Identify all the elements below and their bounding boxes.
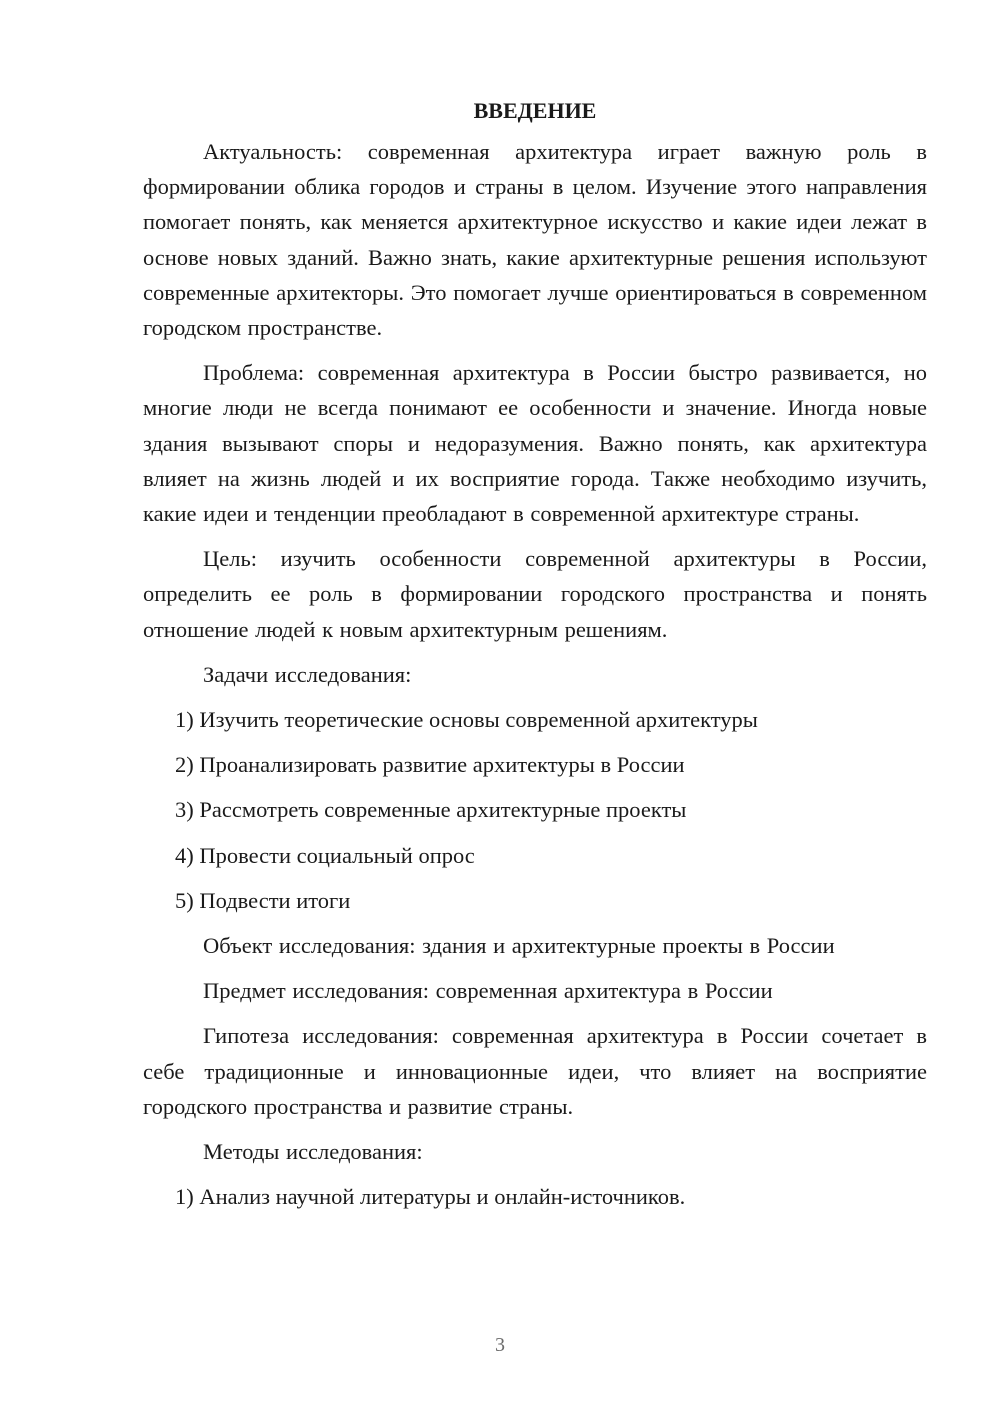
goal-paragraph: Цель: изучить особенности современной архитектуры в России, определить ее роль в формировании городского пространства и понять отношение людей к новым архитектурным решениям. xyxy=(143,546,927,642)
hypothesis-paragraph: Гипотеза исследования: современная архитектура в России сочетает в себе традиционные и инновационные идеи, что влияет на восприятие городского пространства и развитие страны. xyxy=(143,1023,927,1119)
methods-list xyxy=(143,1179,927,1214)
list-item: 5) Подвести итоги xyxy=(175,887,351,913)
list-item: 4) Провести социальный опрос xyxy=(175,842,475,868)
page-number: 3 xyxy=(495,1334,505,1356)
methods-title: Методы исследования: xyxy=(203,1139,423,1165)
section-heading: ВВЕДЕНИЕ xyxy=(473,98,597,123)
document-page xyxy=(143,93,927,1224)
list-item: 1) Анализ научной литературы и онлайн-источников. xyxy=(175,1184,686,1210)
list-item: 3) Рассмотреть современные архитектурные проекты xyxy=(175,797,687,823)
relevance-paragraph: Актуальность: современная архитектура играет важную роль в формировании облика городов и страны в целом. Изучение этого направления помогает понять, как меняется архитектурное искусство и какие идеи лежат в основе новых зданий. Важно знать, какие архитектурные решения используют современные архитекторы. Это помогает лучше ориентироваться в современном городском пространстве. xyxy=(143,139,927,341)
problem-paragraph: Проблема: современная архитектура в России быстро развивается, но многие люди не всегда понимают ее особенности и значение. Иногда новые здания вызывают споры и недоразумения. Важно понять, как архитектура влияет на жизнь людей и их восприятие города. Также необходимо изучить, какие идеи и тенденции преобладают в современной архитектуре страны. xyxy=(143,360,927,527)
object-paragraph: Объект исследования: здания и архитектурные проекты в России xyxy=(203,933,835,959)
tasks-list xyxy=(143,702,927,918)
list-item: 2) Проанализировать развитие архитектуры в России xyxy=(175,752,685,778)
subject-paragraph: Предмет исследования: современная архитектура в России xyxy=(203,978,773,1004)
list-item: 1) Изучить теоретические основы современной архитектуры xyxy=(175,707,758,733)
tasks-title: Задачи исследования: xyxy=(203,661,412,687)
